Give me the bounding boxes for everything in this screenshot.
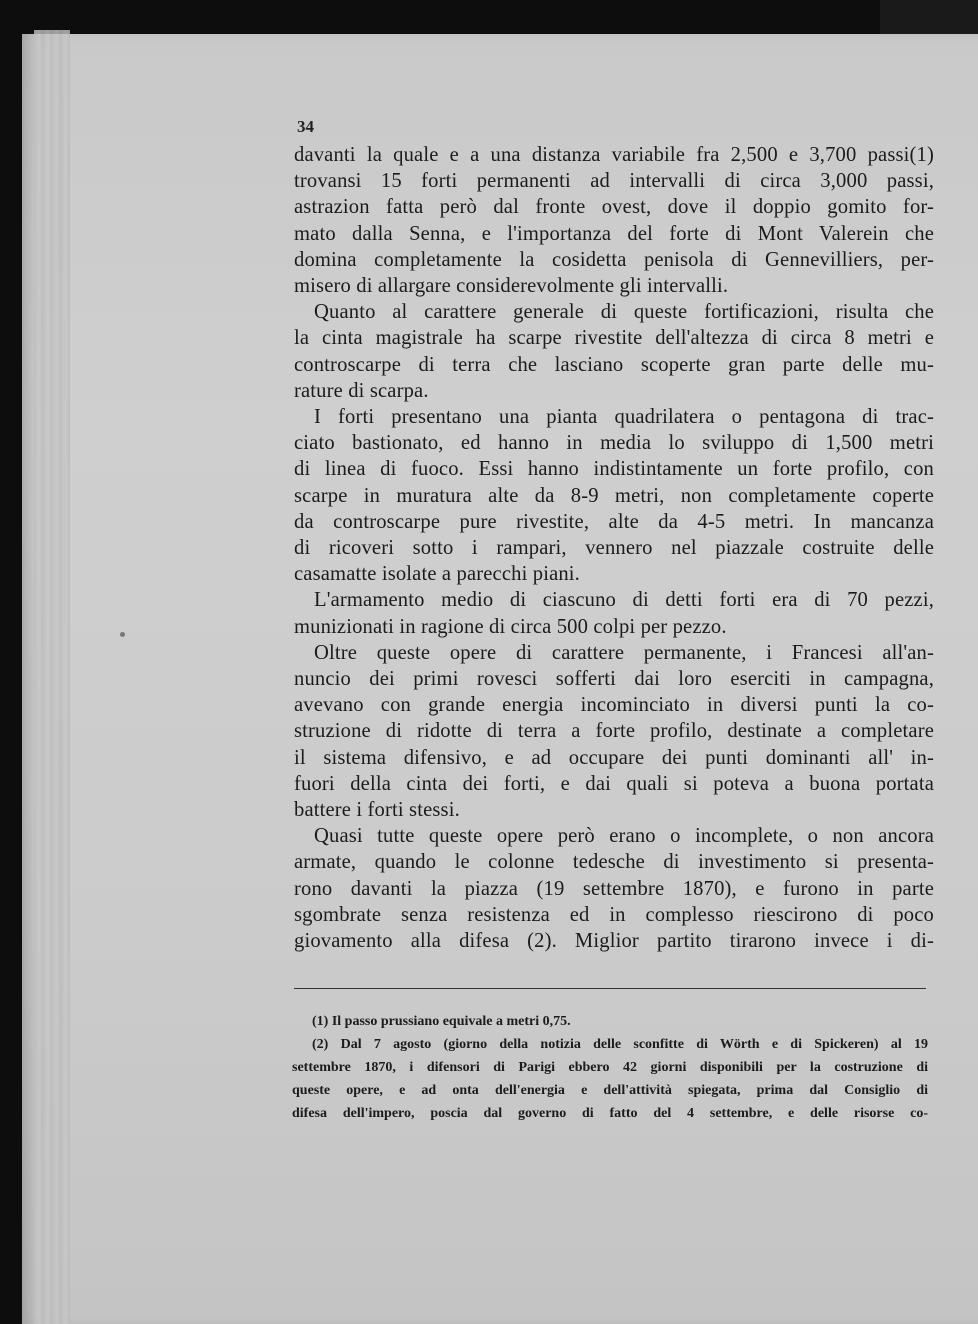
- paragraph-3-line: di linea di fuoco. Essi hanno indistintamente un forte profilo, con: [294, 458, 934, 481]
- scan-border: [880, 0, 978, 34]
- paragraph-1-line: domina completamente la cosidetta penisola di Gennevilliers, per-: [294, 248, 934, 271]
- paragraph-3-line: I forti presentano una pianta quadrilatera o pentagona di trac-: [314, 406, 934, 429]
- paragraph-3-line: ciato bastionato, ed hanno in media lo sviluppo di 1,500 metri: [294, 432, 934, 455]
- paragraph-1-line: astrazion fatta però dal fronte ovest, dove il doppio gomito for-: [294, 196, 934, 219]
- page-number: 34: [297, 117, 314, 136]
- paragraph-1-line: davanti la quale e a una distanza variabile fra 2,500 e 3,700 passi(1): [294, 144, 934, 166]
- paragraph-6-line: rono davanti la piazza (19 settembre 1870), e furono in parte: [294, 877, 934, 900]
- footnote-1: (1) Il passo prussiano equivale a metri 0,75.: [312, 1014, 571, 1029]
- paragraph-4-line: munizionati in ragione di circa 500 colpi per pezzo.: [294, 615, 727, 638]
- paragraph-4-line: L'armamento medio di ciascuno di detti forti era di 70 pezzi,: [314, 589, 934, 612]
- paragraph-5-line: battere i forti stessi.: [294, 799, 460, 822]
- footnote-2-line: difesa dell'impero, poscia dal governo di fatto del 4 settembre, e delle risorse co-: [292, 1106, 928, 1121]
- paragraph-6-line: armate, quando le colonne tedesche di investimento si presenta-: [294, 851, 934, 874]
- paragraph-1-line: trovansi 15 forti permanenti ad intervalli di circa 3,000 passi,: [294, 170, 934, 193]
- paragraph-6-line: Quasi tutte queste opere però erano o incomplete, o non ancora: [314, 825, 934, 848]
- main-text: [294, 142, 934, 954]
- footnote-2-line: settembre 1870, i difensori di Parigi ebbero 42 giorni disponibili per la costruzione di: [292, 1060, 928, 1075]
- paragraph-1-line: mato dalla Senna, e l'importanza del forte di Mont Valerein che: [294, 222, 934, 245]
- paragraph-3-line: casamatte isolate a parecchi piani.: [294, 563, 580, 586]
- paragraph-5-line: struzione di ridotte di terra a forte profilo, destinate a completare: [294, 720, 934, 743]
- paragraph-2-line: controscarpe di terra che lasciano scoperte gran parte delle mu-: [294, 353, 934, 376]
- footnotes: [292, 1010, 928, 1125]
- page-stack-edge: [34, 30, 70, 1324]
- paragraph-5-line: fuori della cinta dei forti, e dai quali si poteva a buona portata: [294, 772, 934, 795]
- paragraph-2-line: Quanto al carattere generale di queste fortificazioni, risulta che: [314, 301, 934, 324]
- footnote-2-line: (2) Dal 7 agosto (giorno della notizia delle sconfitte di Wörth e di Spickeren) al 19: [312, 1037, 928, 1052]
- scan-speck: [120, 632, 125, 637]
- paragraph-6-line: sgombrate senza resistenza ed in complesso riescirono di poco: [294, 903, 934, 926]
- paragraph-2-line: la cinta magistrale ha scarpe rivestite dell'altezza di circa 8 metri e: [294, 327, 934, 350]
- paragraph-1-line: misero di allargare considerevolmente gli intervalli.: [294, 275, 729, 298]
- paragraph-3-line: di ricoveri sotto i rampari, vennero nel piazzale costruite delle: [294, 537, 934, 560]
- paragraph-3-line: scarpe in muratura alte da 8-9 metri, non completamente coperte: [294, 484, 934, 507]
- footnote-2-line: queste opere, e ad onta dell'energia e dell'attività spiegata, prima dal Consiglio di: [292, 1083, 928, 1098]
- paragraph-5-line: il sistema difensivo, e ad occupare dei punti dominanti all' in-: [294, 746, 934, 769]
- footnote-separator: [294, 988, 926, 989]
- paragraph-3-line: da controscarpe pure rivestite, alte da 4-5 metri. In mancanza: [294, 510, 934, 533]
- paragraph-5-line: nuncio dei primi rovesci sofferti dai loro eserciti in campagna,: [294, 668, 934, 691]
- paragraph-5-line: avevano con grande energia incominciato in diversi punti la co-: [294, 694, 934, 717]
- paragraph-5-line: Oltre queste opere di carattere permanente, i Francesi all'an-: [314, 641, 934, 664]
- paragraph-6-line: giovamento alla difesa (2). Miglior partito tirarono invece i di-: [294, 930, 934, 953]
- paragraph-2-line: rature di scarpa.: [294, 379, 429, 402]
